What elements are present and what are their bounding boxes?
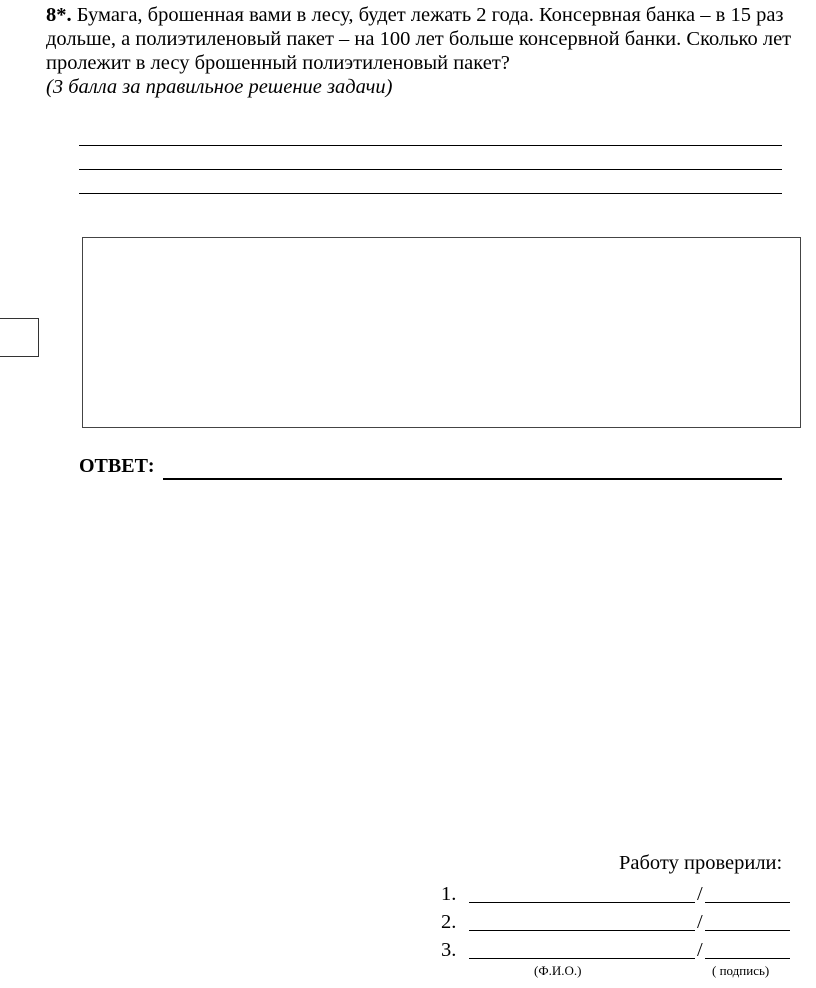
solution-box[interactable] <box>82 237 801 428</box>
review-title: Работу проверили: <box>619 852 783 874</box>
checker-name-line[interactable] <box>469 902 695 903</box>
writing-line-2[interactable] <box>79 169 782 170</box>
writing-line-1[interactable] <box>79 145 782 146</box>
answer-field-line[interactable] <box>163 478 782 480</box>
checker-sign-line[interactable] <box>705 958 790 959</box>
answer-row <box>79 454 155 478</box>
checker-separator: / <box>697 911 703 933</box>
checker-sign-line[interactable] <box>705 902 790 903</box>
checker-index: 3. <box>441 939 457 961</box>
checker-separator: / <box>697 883 703 905</box>
checker-name-line[interactable] <box>469 930 695 931</box>
score-box[interactable] <box>0 318 39 357</box>
checker-index: 2. <box>441 911 457 933</box>
checker-row <box>441 882 801 906</box>
writing-line-3[interactable] <box>79 193 782 194</box>
checker-separator: / <box>697 939 703 961</box>
checker-row <box>441 938 801 962</box>
task-statement <box>46 3 806 99</box>
sign-caption: ( подпись) <box>712 963 770 978</box>
name-caption: (Ф.И.О.) <box>534 963 582 978</box>
task-score-note: (3 балла за правильное решение задачи) <box>46 76 393 98</box>
checker-index: 1. <box>441 883 457 905</box>
checker-sign-line[interactable] <box>705 930 790 931</box>
answer-label: ОТВЕТ: <box>79 455 155 477</box>
checker-row <box>441 910 801 934</box>
task-text: Бумага, брошенная вами в лесу, будет лежать 2 года. Консервная банка – в 15 раз дольше, а полиэтиленовый пакет – на 100 лет больше консервной банки. Сколько лет пролежит в лесу брошенный полиэтиленовый пакет? <box>46 4 792 74</box>
checker-name-line[interactable] <box>469 958 695 959</box>
task-number: 8*. <box>46 4 72 26</box>
